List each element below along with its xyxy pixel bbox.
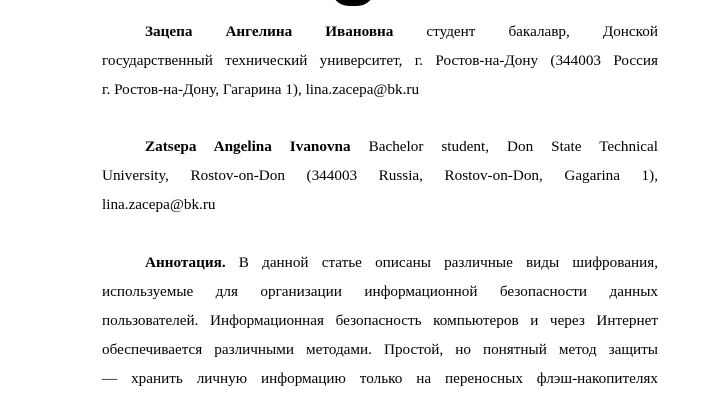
- author-ru-line-2: государственный технический университет, г. Ростов-на-Дону (344003 Россия: [102, 52, 658, 69]
- abstract-line-2: используемые для организации информационной безопасности данных: [102, 283, 658, 300]
- author-ru-line-1-rest: студент бакалавр, Донской: [426, 23, 658, 40]
- author-ru-line-3: г. Ростов-на-Дону, Гагарина 1), lina.zacepa@bk.ru: [102, 81, 420, 98]
- author-en-paragraph: [102, 132, 658, 219]
- abstract-line-1: [102, 248, 658, 277]
- abstract-line-4: обеспечивается различными методами. Простой, но понятный метод защиты: [102, 341, 658, 358]
- author-en-line-1: [102, 132, 658, 161]
- abstract-paragraph: [102, 248, 658, 393]
- author-en-line-3: lina.zacepa@bk.ru: [102, 196, 216, 213]
- author-en-name: Zatsepa Angelina Ivanovna: [145, 138, 351, 155]
- author-en-line-2: University, Rostov-on-Don (344003 Russia, Rostov-on-Don, Gagarina 1),: [102, 167, 658, 184]
- author-en-line-1-rest: Bachelor student, Don State Technical: [368, 138, 659, 155]
- abstract-line-5: — хранить личную информацию только на переносных флэш-накопителях: [102, 370, 658, 387]
- abstract-line-1-rest: В данной статье описаны различные виды шифрования,: [238, 254, 658, 271]
- author-ru-paragraph: [102, 17, 658, 104]
- author-ru-name: Зацепа Ангелина Ивановна: [145, 23, 394, 40]
- author-ru-line-1: [102, 17, 658, 46]
- abstract-line-3: пользователей. Информационная безопасность компьютеров и через Интернет: [102, 312, 658, 329]
- abstract-label: Аннотация.: [145, 254, 226, 271]
- page-top-mark: [331, 0, 375, 6]
